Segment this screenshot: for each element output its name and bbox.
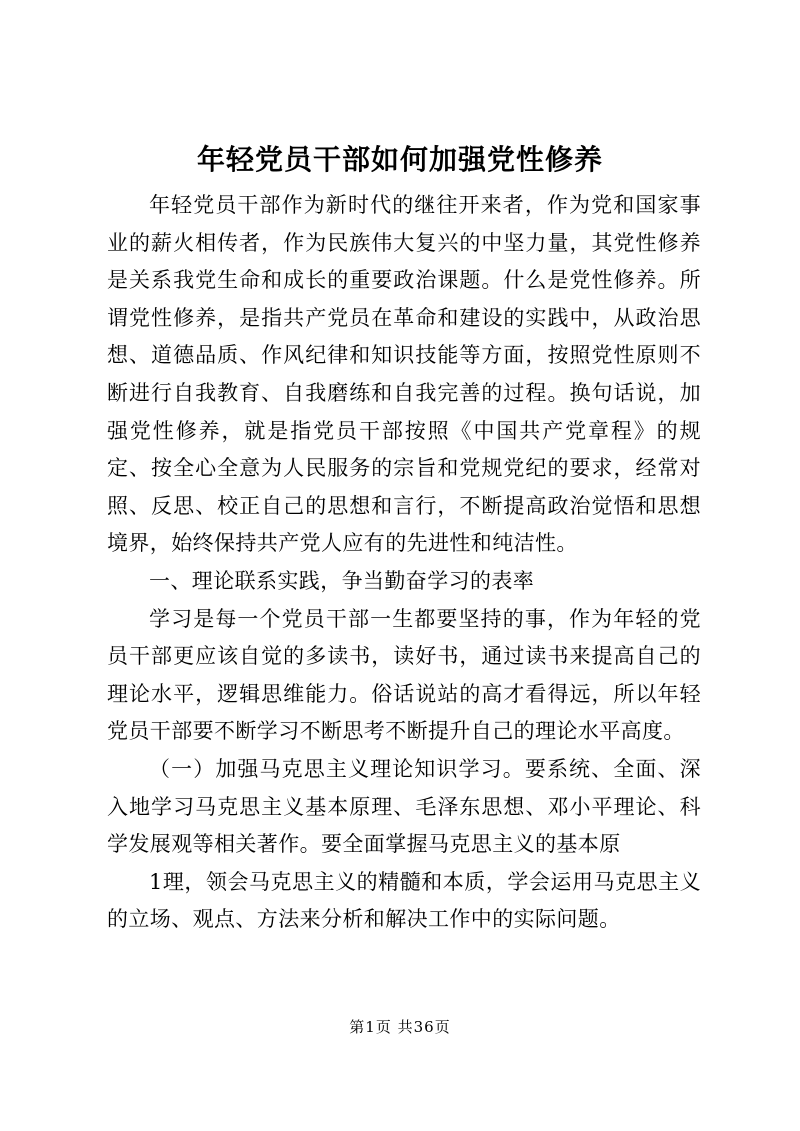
section-heading: 一、理论联系实践，争当勤奋学习的表率 [149,568,535,593]
subsection-paragraph: （一）加强马克思主义理论知识学习。要系统、全面、深入地学习马克思主义基本原理、毛泽东思想、邓小平理论、科学发展观等相关著作。要全面掌握马克思主义的基本原 [107,756,701,857]
page-title: 年轻党员干部如何加强党性修养 [196,143,603,176]
document-body [107,187,701,939]
intro-paragraph: 年轻党员干部作为新时代的继往开来者，作为党和国家事业的薪火相传者，作为民族伟大复兴的中坚力量，其党性修养是关系我党生命和成长的重要政治课题。什么是党性修养。所谓党性修养，是指共产党员在革命和建设的实践中，从政治思想、道德品质、作风纪律和知识技能等方面，按照党性原则不断进行自我教育、自我磨练和自我完善的过程。换句话说，加强党性修养，就是指党员干部按照《中国共产党章程》的规定、按全心全意为人民服务的宗旨和党规党纪的要求，经常对照、反思、校正自己的思想和言行，不断提高政治觉悟和思想境界，始终保持共产党人应有的先进性和纯洁性。 [107,193,701,556]
continuation-paragraph: 1理，领会马克思主义的精髓和本质，学会运用马克思主义的立场、观点、方法来分析和解决工作中的实际问题。 [107,869,701,932]
page-footer: 第1页 共36页 [349,1018,451,1036]
section-paragraph: 学习是每一个党员干部一生都要坚持的事，作为年轻的党员干部更应该自觉的多读书，读好书，通过读书来提高自己的理论水平，逻辑思维能力。俗话说站的高才看得远，所以年轻党员干部要不断学习不断思考不断提升自己的理论水平高度。 [107,606,701,744]
